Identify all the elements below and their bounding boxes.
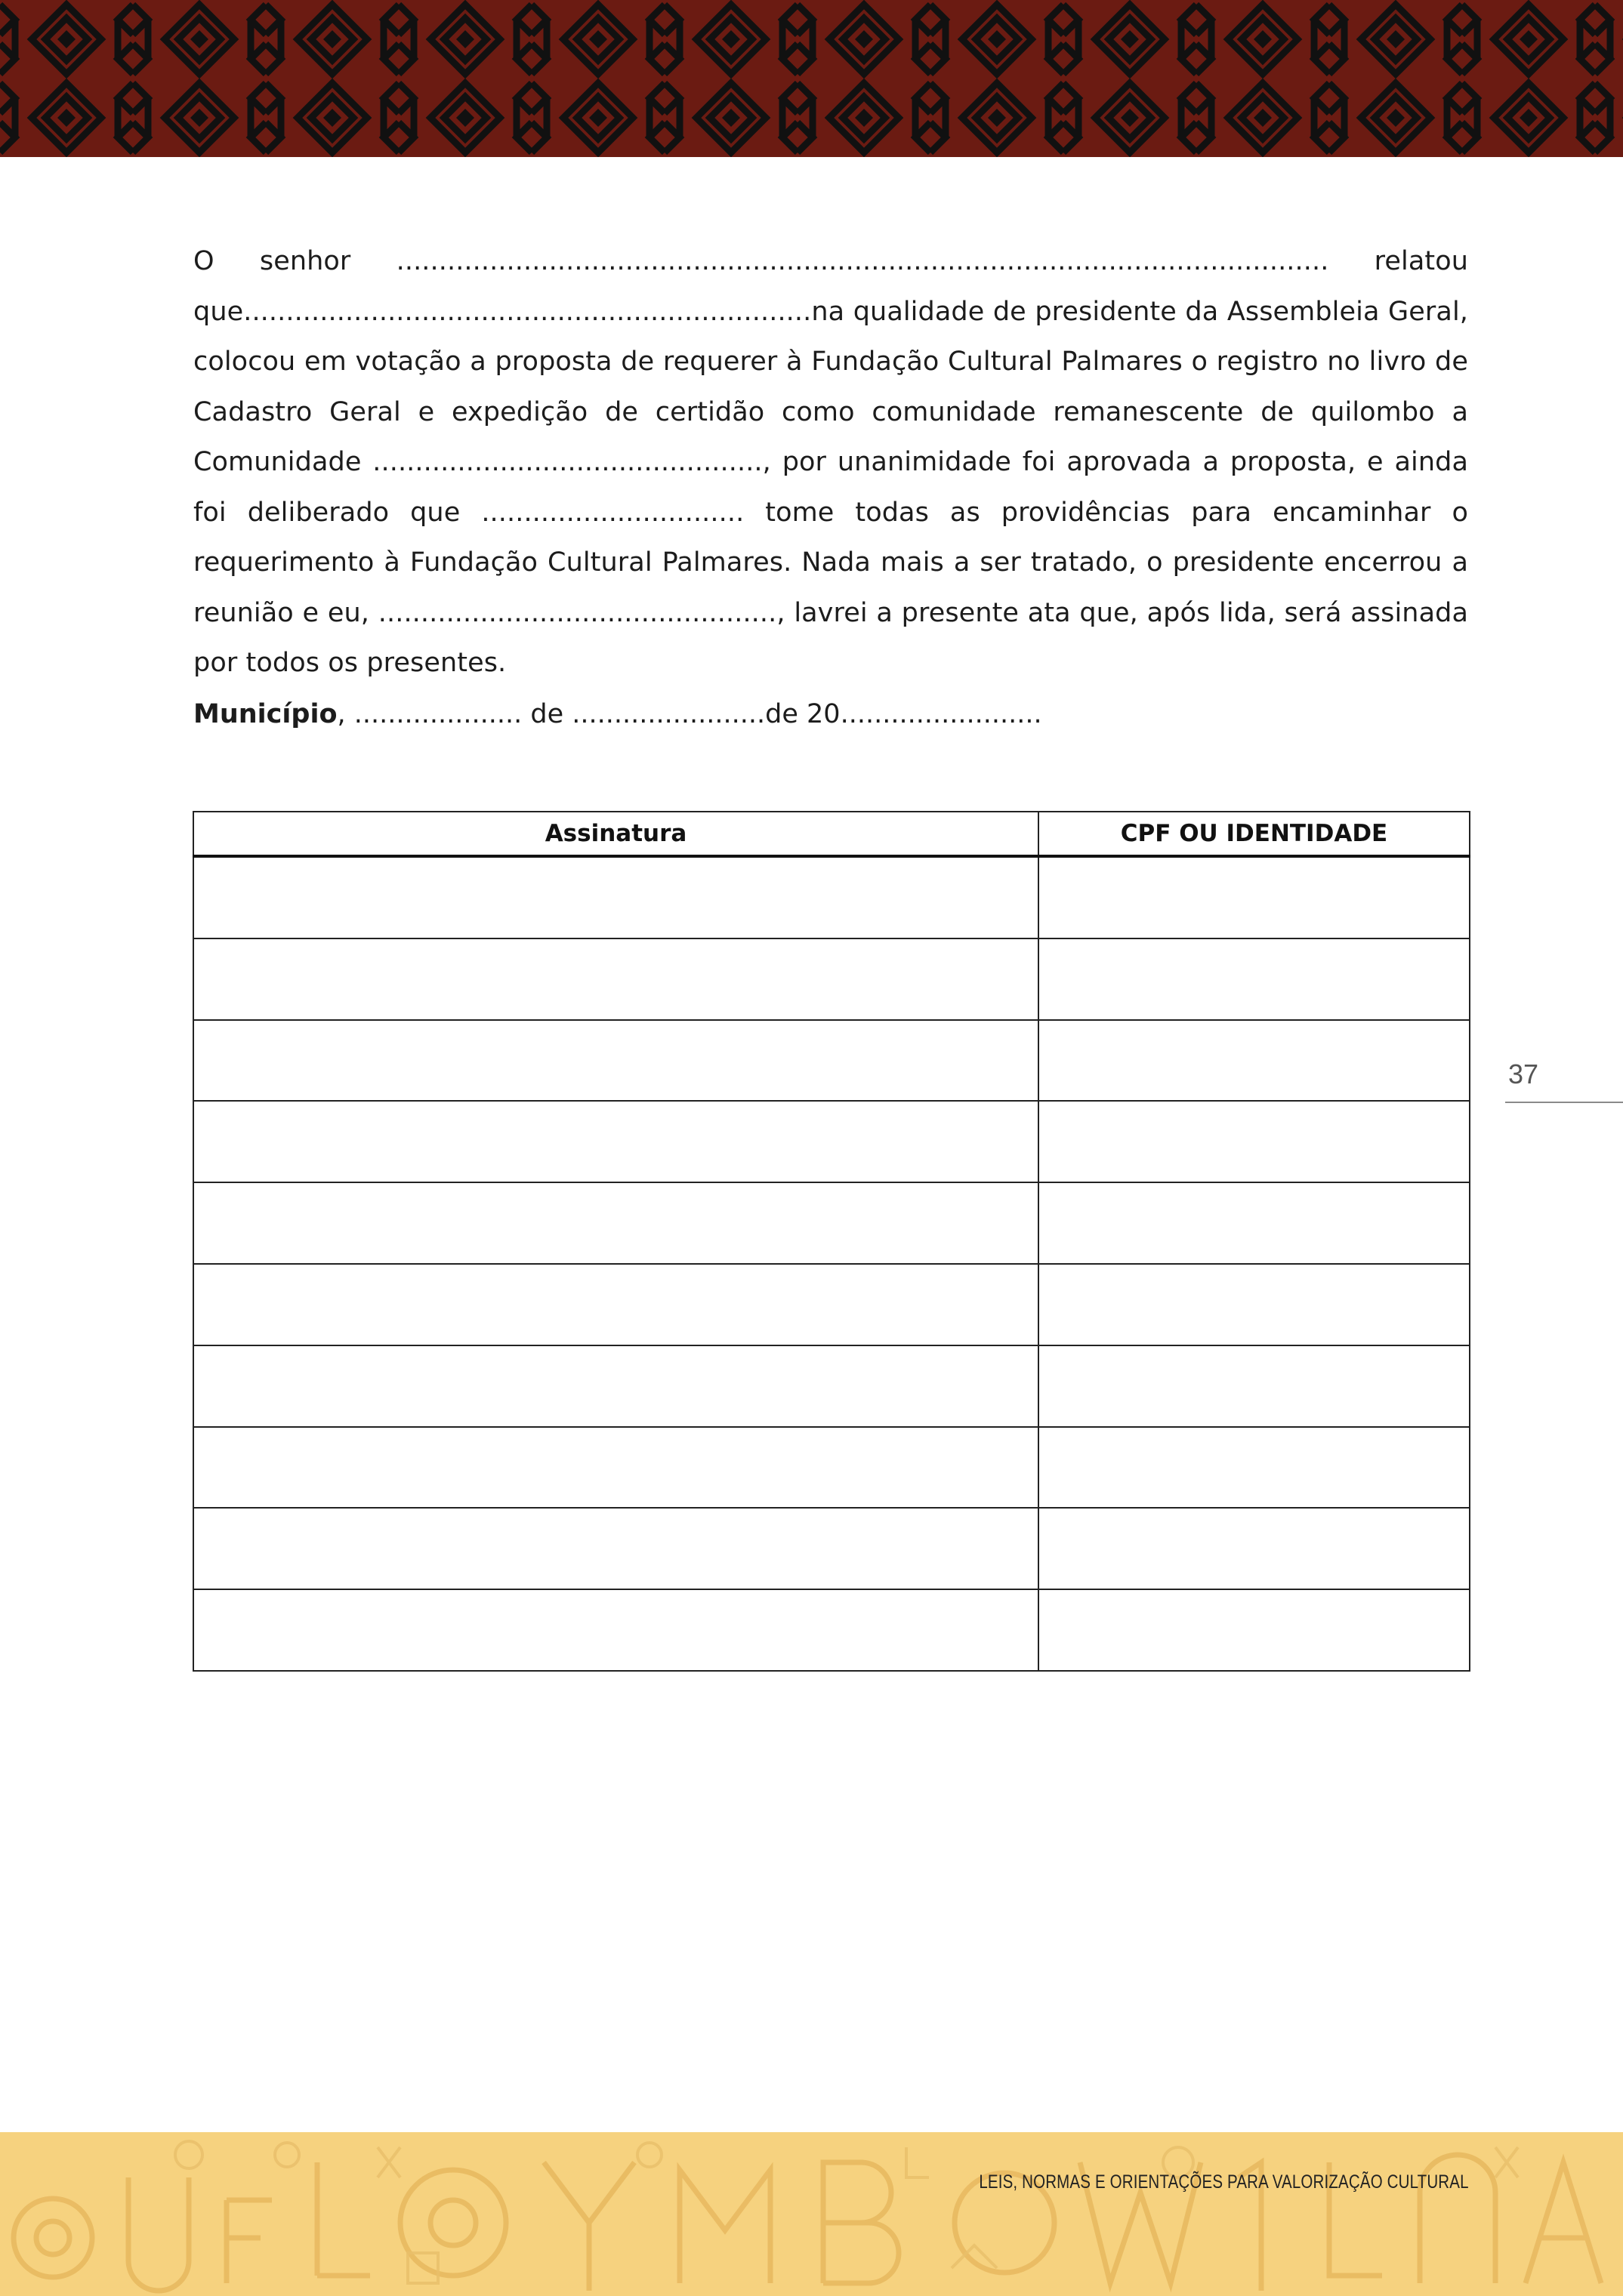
signature-cell[interactable] [193,938,1038,1020]
signature-cell[interactable] [193,1264,1038,1345]
table-row [193,938,1470,1020]
table-row [193,1427,1470,1509]
cpf-cell[interactable] [1038,1264,1470,1345]
cpf-cell[interactable] [1038,1508,1470,1589]
municipio-label: Município [193,699,338,729]
header-assinatura: Assinatura [193,812,1038,856]
cpf-cell[interactable] [1038,1182,1470,1264]
signature-cell[interactable] [193,1589,1038,1671]
header-pattern-band [0,0,1623,157]
cpf-cell[interactable] [1038,1589,1470,1671]
cpf-cell[interactable] [1038,1101,1470,1182]
minutes-paragraph [193,236,1468,689]
signature-table [193,811,1470,1672]
cpf-cell[interactable] [1038,856,1470,938]
signature-cell[interactable] [193,1101,1038,1182]
table-row [193,1020,1470,1102]
table-row [193,1508,1470,1589]
table-row [193,1182,1470,1264]
table-row [193,1101,1470,1182]
header-cpf-identidade: CPF OU IDENTIDADE [1038,812,1470,856]
table-row [193,1264,1470,1345]
signature-cell[interactable] [193,1020,1038,1102]
signature-cell[interactable] [193,1345,1038,1427]
cpf-cell[interactable] [1038,1345,1470,1427]
page-number-rule [1505,1102,1623,1103]
table-row [193,856,1470,938]
table-row [193,1589,1470,1671]
footer-title: LEIS, NORMAS E ORIENTAÇÕES PARA VALORIZAÇÃO CULTURAL [979,2171,1469,2193]
table-row [193,1345,1470,1427]
signature-cell[interactable] [193,1427,1038,1509]
cpf-cell[interactable] [1038,1020,1470,1102]
page-number: 37 [1508,1059,1539,1089]
municipio-date-blanks: , .................... de .......................de 20........................ [337,699,1042,729]
table-header-row [193,812,1470,856]
cpf-cell[interactable] [1038,938,1470,1020]
signature-cell[interactable] [193,1182,1038,1264]
signature-cell[interactable] [193,856,1038,938]
footer-letter-pattern [0,2132,1623,2296]
municipio-date-line [193,689,1468,739]
cpf-cell[interactable] [1038,1427,1470,1509]
signature-cell[interactable] [193,1508,1038,1589]
paragraph-text: O senhor .............................................................................................................. relatou que...................................................................na qualidade de presidente da Assembleia Geral, colocou em votação a proposta de requerer à Fundação Cultural Palmares o registro no livro de Cadastro Geral e expedição de certidão como comunidade remanescente de quilombo a Comunidade .............................................., por unanimidade foi aprovada a proposta, e ainda foi deliberado que ............................... tome todas as providências para encaminhar o requerimento à Fundação Cultural Palmares. Nada mais a ser tratado, o presidente encerrou a reunião e eu, ..............................................., lavrei a presente ata que, após lida, será assinada por todos os presentes. [193,246,1468,678]
footer-pattern-band [0,2132,1623,2296]
